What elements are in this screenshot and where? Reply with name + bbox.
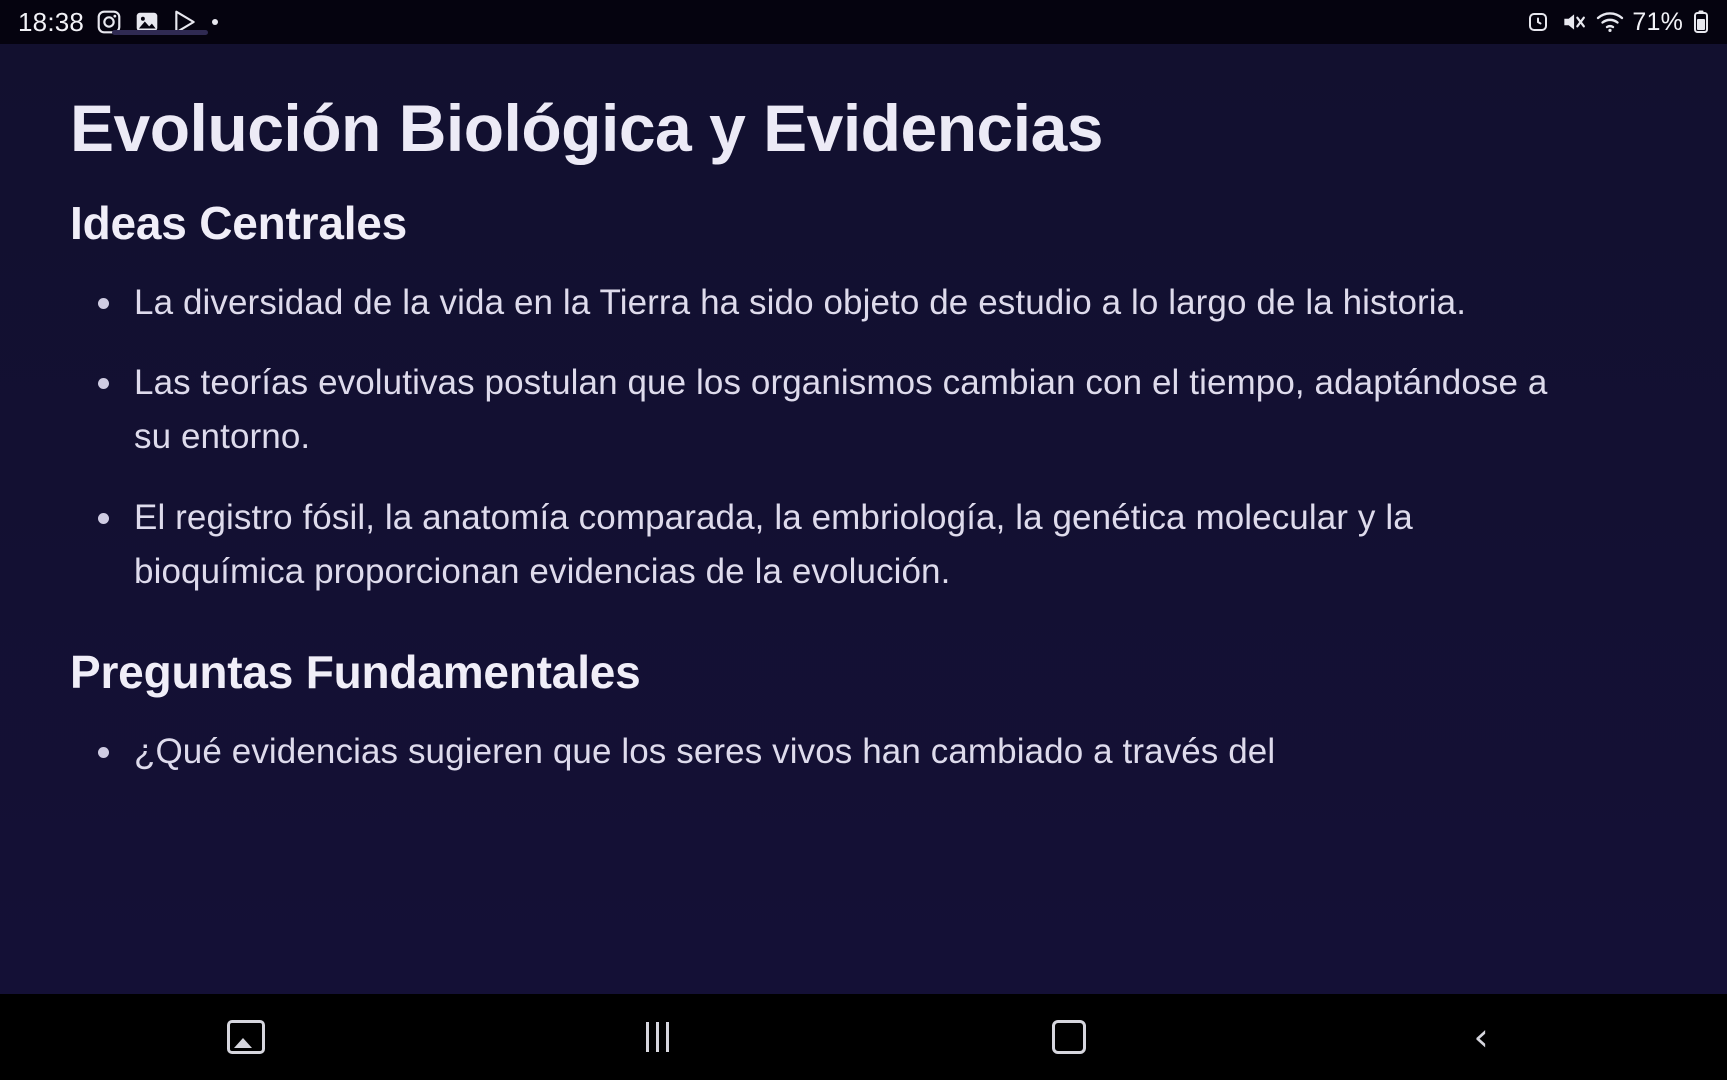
home-button[interactable] xyxy=(1009,1007,1129,1067)
list-item xyxy=(98,491,1554,600)
list-item-text: La diversidad de la vida en la Tierra ha sido objeto de estudio a lo largo de la historia. xyxy=(134,282,1467,322)
list-item-text: Las teorías evolutivas postulan que los organismos cambian con el tiempo, adaptándose a su entorno. xyxy=(134,363,1548,457)
recents-button[interactable] xyxy=(598,1007,718,1067)
home-icon xyxy=(1052,1020,1086,1054)
status-bar-right xyxy=(1526,8,1709,37)
screenshot-icon xyxy=(227,1020,265,1054)
mute-icon xyxy=(1560,9,1586,35)
status-bar xyxy=(0,0,1727,44)
dot-icon xyxy=(210,17,220,27)
bullet-dot-icon xyxy=(98,513,109,524)
section-heading-preguntas: Preguntas Fundamentales xyxy=(70,646,641,699)
wifi-icon xyxy=(1596,10,1624,34)
section-heading-ideas: Ideas Centrales xyxy=(70,196,408,249)
back-button[interactable] xyxy=(1421,1007,1541,1067)
bullet-dot-icon xyxy=(98,747,109,758)
navigation-bar xyxy=(0,994,1727,1080)
battery-icon xyxy=(1693,10,1709,34)
bullet-list-ideas xyxy=(70,276,1657,599)
bullet-dot-icon xyxy=(98,378,109,389)
page-title: Evolución Biológica y Evidencias xyxy=(70,91,1103,165)
list-item xyxy=(98,356,1554,465)
bullet-list-preguntas xyxy=(70,725,1657,779)
alarm-icon xyxy=(1526,10,1550,34)
bullet-dot-icon xyxy=(98,298,109,309)
status-clock: 18:38 xyxy=(18,6,85,37)
battery-percent: 71% xyxy=(1632,7,1683,36)
list-item-text: ¿Qué evidencias sugieren que los seres vivos han cambiado a través del xyxy=(134,732,1276,772)
screenshot-button[interactable] xyxy=(186,1007,306,1067)
list-item xyxy=(98,725,1554,779)
slide-content xyxy=(0,44,1727,994)
back-icon: ‹ xyxy=(1473,1015,1489,1059)
list-item-text: El registro fósil, la anatomía comparada, la embriología, la genética molecular y la bioquímica proporcionan evidencias de la evolución. xyxy=(134,497,1413,591)
tab-indicator xyxy=(112,30,208,35)
list-item xyxy=(98,276,1554,330)
recents-icon xyxy=(646,1022,669,1052)
